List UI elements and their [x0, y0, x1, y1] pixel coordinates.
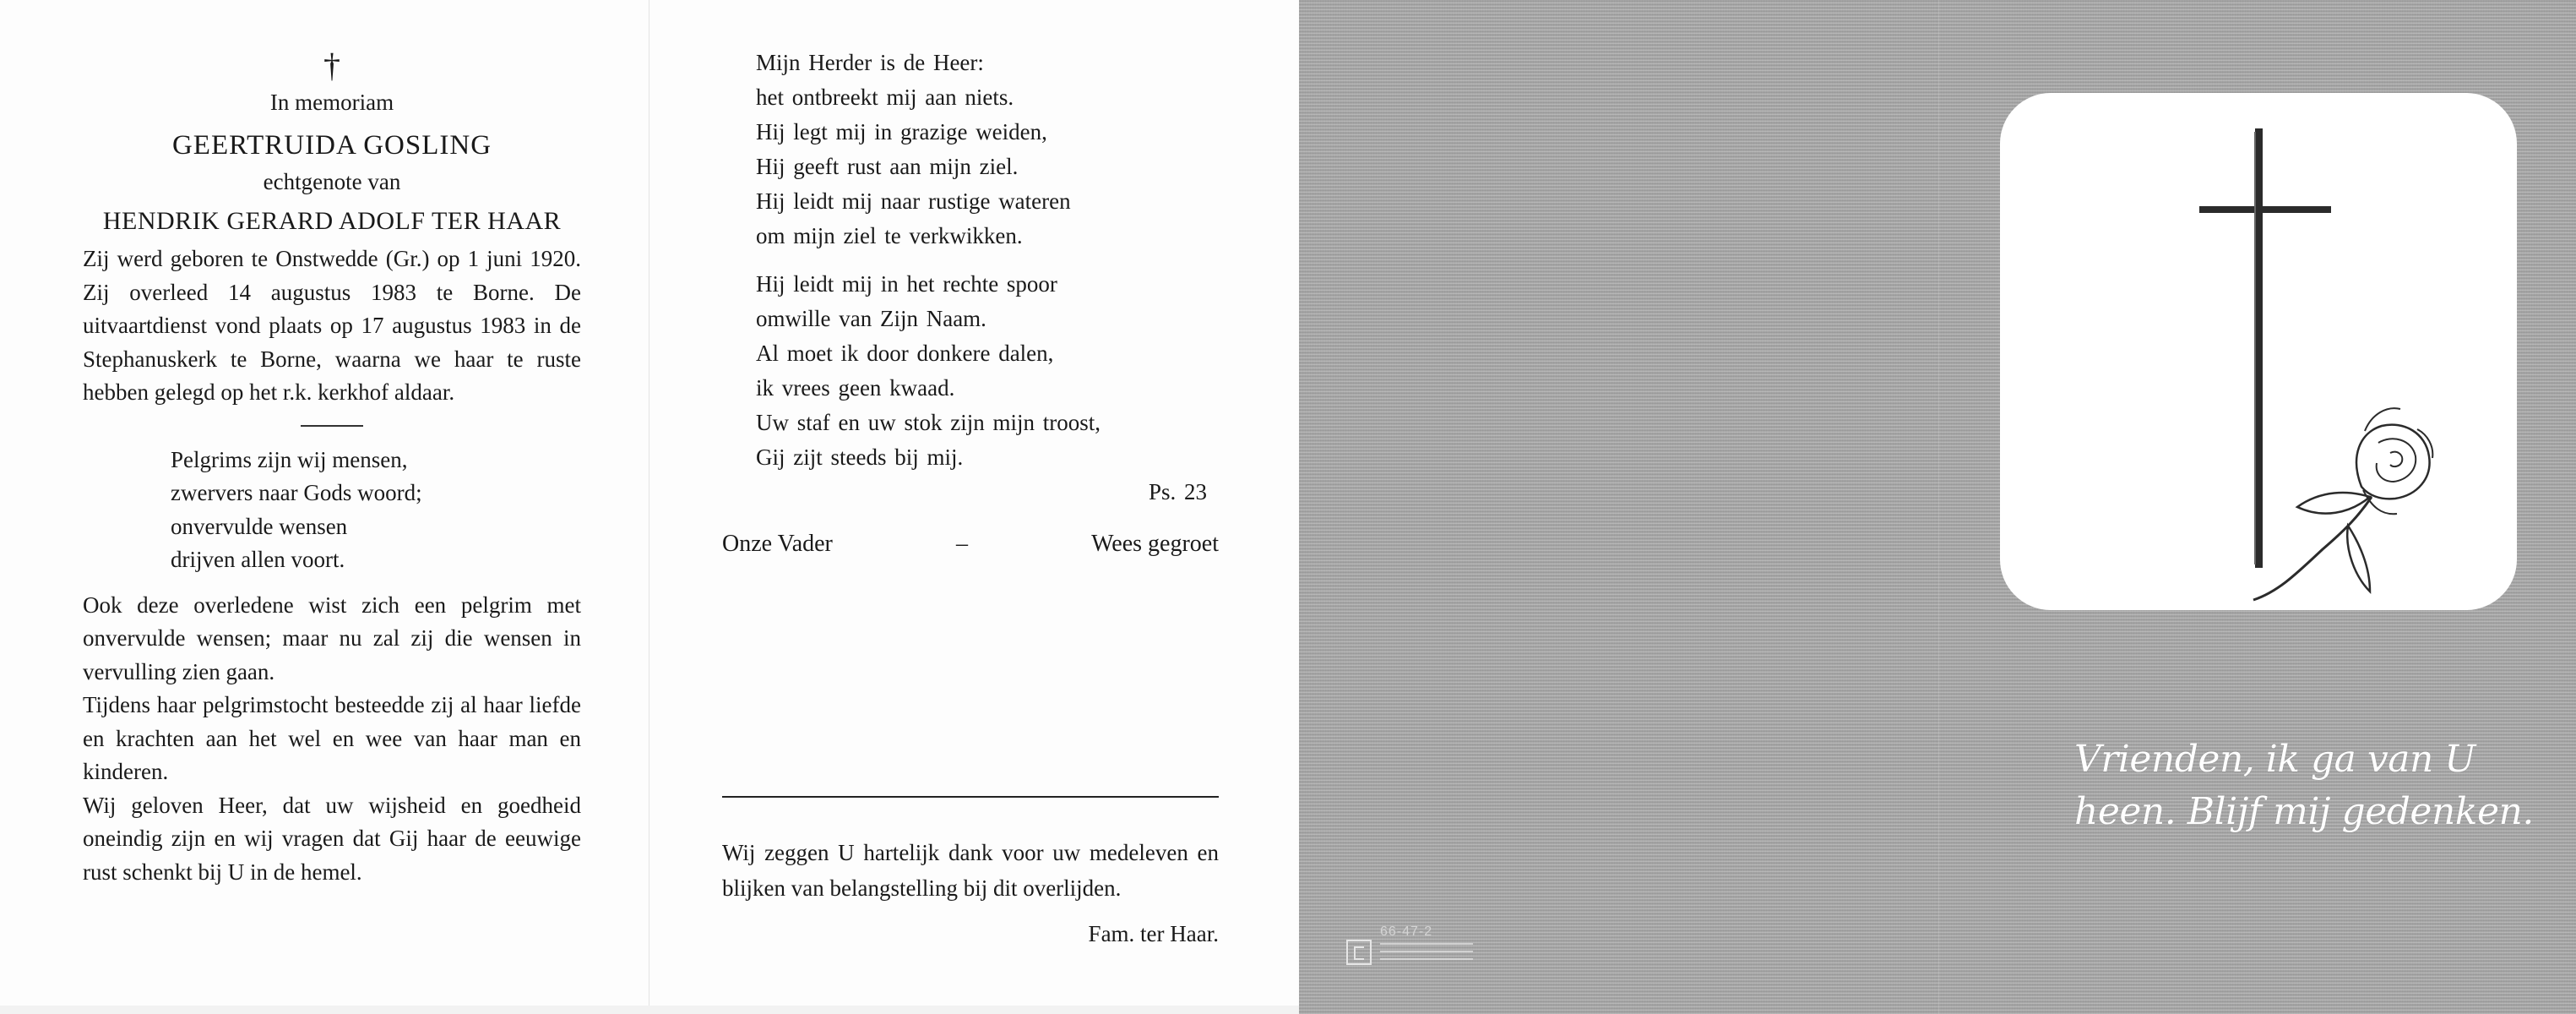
psalm-line: Al moet ik door donkere dalen,: [756, 341, 1054, 366]
psalm-line: om mijn ziel te verkwikken.: [756, 223, 1023, 248]
poem-line: onvervulde wensen: [171, 513, 348, 539]
prayer-row: [722, 531, 1219, 558]
outer-cover: [1299, 0, 2576, 1014]
prayer-separator: –: [955, 531, 968, 557]
psalm-line: Gij zijt steeds bij mij.: [756, 444, 964, 470]
prayer-hail-mary: Wees gegroet: [1091, 531, 1219, 557]
obituary-column: [83, 42, 581, 889]
poem-line: drijven allen voort.: [171, 547, 345, 572]
in-memoriam-heading: In memoriam: [269, 90, 394, 115]
printer-logo-icon: [1346, 940, 1372, 965]
biography-paragraph: Zij werd geboren te Onstwedde (Gr.) op 1 juni 1920. Zij overleed 14 augustus 1983 te Borne. De uitvaartdienst vond plaats op 17 augustus 1983 in de Stephanuskerk te Borne, waarna we haar te ruste hebben gelegd op het r.k. kerkhof aldaar.: [83, 246, 581, 405]
cover-verse: [2074, 733, 2534, 838]
cover-fold-line: [1937, 0, 1940, 1014]
poem-line: Pelgrims zijn wij mensen,: [171, 446, 408, 472]
psalm-line: omwille van Zijn Naam.: [756, 306, 986, 331]
psalm-23: [756, 46, 1207, 510]
psalm-line: Uw staf en uw stok zijn mijn troost,: [756, 410, 1101, 435]
printer-mark: [1346, 924, 1490, 975]
section-divider: [301, 425, 363, 427]
psalm-line: Hij leidt mij in het rechte spoor: [756, 271, 1057, 297]
psalm-line: Mijn Herder is de Heer:: [756, 50, 984, 75]
pilgrim-poem: [83, 444, 581, 577]
psalm-stanza-1: [756, 46, 1207, 254]
printer-code: 66-47-2: [1380, 924, 1433, 939]
reflection-paragraph-2: Tijdens haar pelgrimstocht besteedde zij al haar liefde en krachten aan het wel en wee van haar man en kinderen.: [83, 692, 581, 784]
printer-imprint-lines: [1380, 943, 1473, 966]
cross-icon: †: [323, 46, 340, 84]
family-signature: Fam. ter Haar.: [1088, 921, 1219, 946]
poem-line: zwervers naar Gods woord;: [171, 480, 422, 505]
psalm-line: Hij leidt mij naar rustige wateren: [756, 188, 1071, 214]
cover-verse-line-1: Vrienden, ik ga van U: [2074, 738, 2475, 781]
reflection-paragraph-1: Ook deze overledene wist zich een pelgrim met onvervulde wensen; maar nu zal zij die wensen in vervulling zien gaan.: [83, 592, 581, 684]
cross-medallion: [2000, 93, 2517, 610]
thanks-block: [722, 835, 1219, 951]
husband-name: HENDRIK GERARD ADOLF TER HAAR: [102, 207, 562, 235]
prayer-paragraph: Wij geloven Heer, dat uw wijsheid en goedheid oneindig zijn en wij vragen dat Gij haar de eeuwige rust schenkt bij U in de hemel.: [83, 792, 581, 885]
thanks-text: Wij zeggen U hartelijk dank voor uw medeleven en blijken van belangstelling bij dit overlijden.: [722, 840, 1219, 901]
psalm-stanza-2: [756, 267, 1207, 475]
psalm-line: het ontbreekt mij aan niets.: [756, 84, 1014, 110]
deceased-name: GEERTRUIDA GOSLING: [171, 129, 492, 161]
inner-left-page: [0, 0, 649, 1006]
cover-verse-line-2: heen. Blijf mij gedenken.: [2074, 790, 2534, 833]
psalm-line: ik vrees geen kwaad.: [756, 375, 955, 401]
spouse-intro: echtgenote van: [263, 168, 401, 194]
psalm-line: Hij legt mij in grazige weiden,: [756, 119, 1047, 144]
thanks-divider: [722, 796, 1219, 798]
inner-right-page: [649, 0, 1300, 1006]
prayer-our-father: Onze Vader: [722, 531, 833, 557]
cross-with-rose-icon: [2000, 93, 2517, 610]
psalm-reference: Ps. 23: [1148, 479, 1207, 504]
psalm-line: Hij geeft rust aan mijn ziel.: [756, 154, 1019, 179]
